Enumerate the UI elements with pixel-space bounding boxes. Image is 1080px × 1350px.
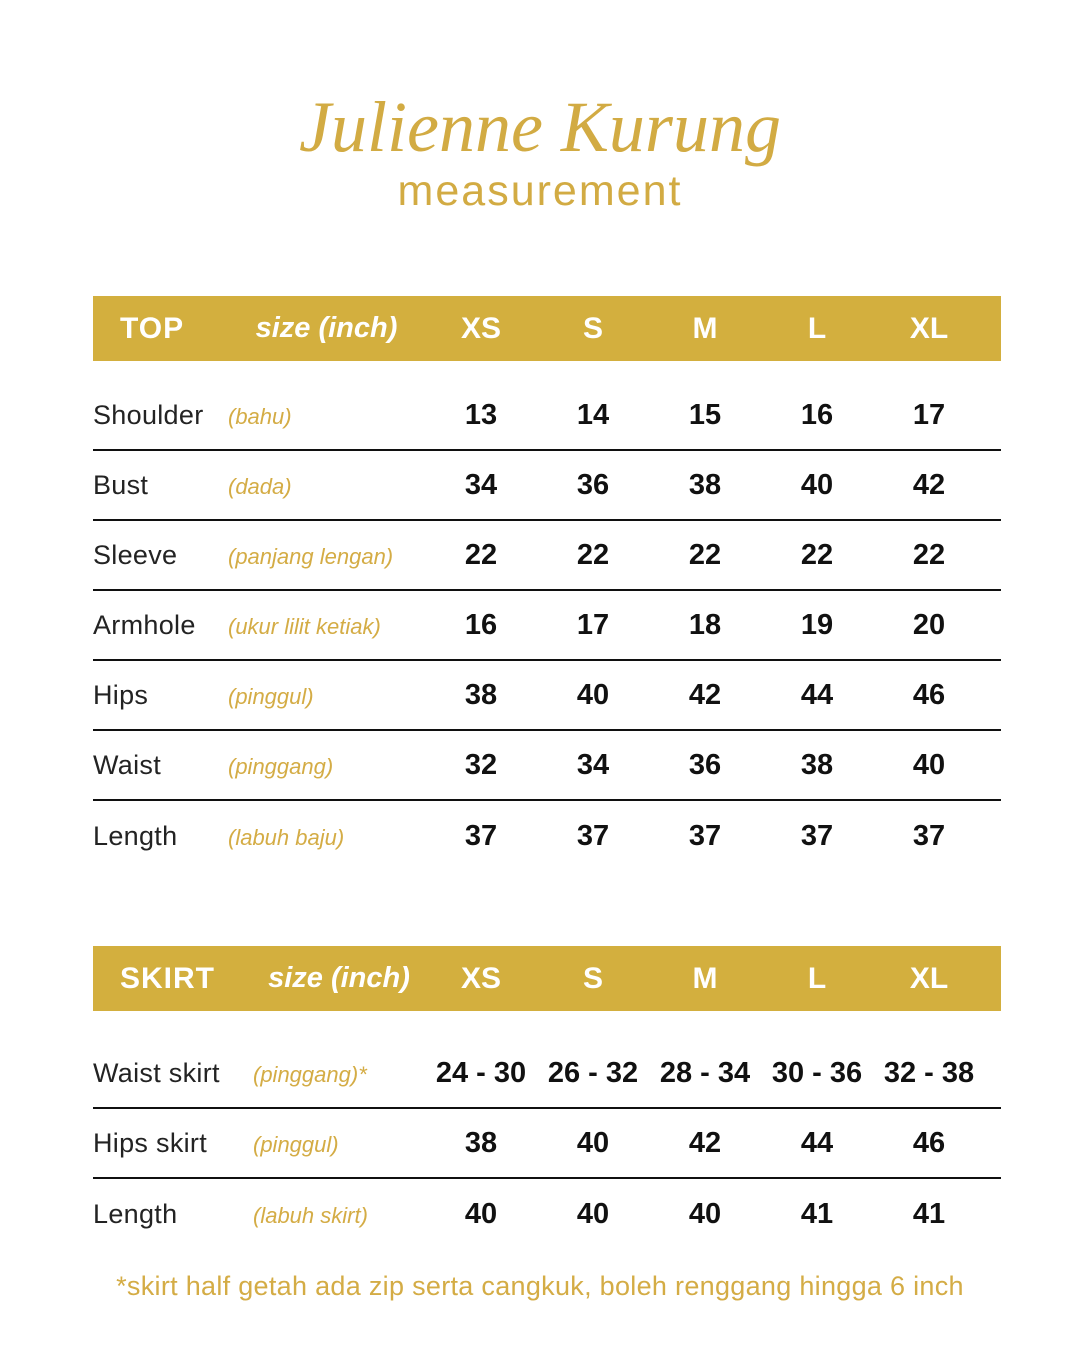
row-label: Armhole [93,609,196,640]
measurement-value: 34 [576,748,610,781]
size-column-header: XS [460,961,502,995]
table-row [93,451,1001,521]
table-row [93,1109,1001,1179]
measurement-value: 40 [576,1197,610,1230]
table-header-bar [93,296,1001,361]
measurement-value: 37 [688,819,722,852]
table-header-bar [93,946,1001,1011]
size-column-header: XS [460,311,502,345]
size-table-top [93,296,1001,871]
row-label: Sleeve [93,539,178,570]
size-table-skirt [93,946,1001,1249]
measurement-value: 40 [464,1197,498,1230]
measurement-value: 44 [800,1126,834,1159]
measurement-value: 37 [912,819,946,852]
measurement-value: 37 [464,819,498,852]
measurement-value: 36 [576,468,610,501]
measurement-value: 17 [576,608,610,641]
measurement-value: 40 [576,678,610,711]
heading-block [0,0,1080,214]
row-sublabel-malay: (pinggang)* [253,1062,367,1087]
row-sublabel-malay: (ukur lilit ketiak) [228,614,381,639]
row-label: Length [93,1198,178,1229]
row-sublabel-malay: (labuh skirt) [253,1203,368,1228]
measurement-value: 41 [912,1197,946,1230]
measurement-value: 42 [912,468,946,501]
size-column-header: XL [909,961,949,995]
table-row [93,591,1001,661]
measurement-value: 38 [800,748,834,781]
measurement-value: 38 [688,468,722,501]
row-sublabel-malay: (pinggul) [228,684,314,709]
measurement-value: 32 [464,748,498,781]
measurement-value: 42 [688,678,722,711]
measurement-value: 38 [464,678,498,711]
row-sublabel-malay: (labuh baju) [228,825,345,850]
row-sublabel-malay: (pinggang) [228,754,334,779]
table-row [93,381,1001,451]
measurement-value: 30 - 36 [771,1056,863,1089]
row-label: Waist skirt [93,1057,220,1088]
measurement-value: 14 [576,398,610,431]
page-subtitle: measurement [397,167,683,215]
measurement-value: 13 [464,398,498,431]
measurement-value: 46 [912,678,946,711]
size-column-header: L [807,961,827,995]
page-title: Julienne Kurung [299,87,781,167]
row-sublabel-malay: (pinggul) [253,1132,339,1157]
measurement-value: 44 [800,678,834,711]
measurement-value: 32 - 38 [883,1056,975,1089]
measurement-value: 26 - 32 [547,1056,639,1089]
measurement-value: 38 [464,1126,498,1159]
footnote: *skirt half getah ada zip serta cangkuk, boleh renggang hingga 6 inch [116,1271,964,1301]
table-row [93,1039,1001,1109]
row-sublabel-malay: (dada) [228,474,292,499]
row-sublabel-malay: (bahu) [228,404,292,429]
table-body [93,361,1001,871]
measurement-value: 15 [688,398,722,431]
size-column-header: M [692,961,718,995]
size-column-header: L [807,311,827,345]
row-label: Hips [93,679,149,710]
row-label: Waist [93,749,161,780]
size-column-header: S [582,311,603,345]
measurement-value: 22 [464,538,498,571]
measurement-value: 18 [688,608,722,641]
measurement-value: 37 [800,819,834,852]
table-row [93,801,1001,871]
measurement-value: 19 [800,608,834,641]
measurement-value: 40 [688,1197,722,1230]
size-column-header: S [582,961,603,995]
measurement-value: 16 [800,398,834,431]
measurement-value: 16 [464,608,498,641]
measurement-value: 46 [912,1126,946,1159]
section-label: TOP [120,311,185,345]
table-row [93,1179,1001,1249]
measurement-value: 22 [576,538,610,571]
measurement-value: 20 [912,608,946,641]
table-body [93,1011,1001,1249]
measurement-value: 41 [800,1197,834,1230]
row-label: Hips skirt [93,1127,208,1158]
measurement-value: 22 [688,538,722,571]
section-label: SKIRT [120,961,215,995]
size-column-header: M [692,311,718,345]
measurement-value: 28 - 34 [659,1056,751,1089]
row-label: Shoulder [93,399,204,430]
unit-label: size (inch) [268,962,410,994]
measurement-value: 42 [688,1126,722,1159]
measurement-value: 40 [912,748,946,781]
table-row [93,661,1001,731]
row-sublabel-malay: (panjang lengan) [228,544,394,569]
measurement-value: 40 [800,468,834,501]
row-label: Length [93,820,178,851]
measurement-value: 17 [912,398,946,431]
unit-label: size (inch) [255,312,398,344]
measurement-value: 22 [800,538,834,571]
measurement-value: 36 [688,748,722,781]
measurement-value: 40 [576,1126,610,1159]
measurement-value: 24 - 30 [435,1056,527,1089]
table-row [93,731,1001,801]
measurement-value: 34 [464,468,498,501]
measurement-value: 37 [576,819,610,852]
row-label: Bust [93,469,149,500]
size-column-header: XL [909,311,949,345]
measurement-value: 22 [912,538,946,571]
table-row [93,521,1001,591]
